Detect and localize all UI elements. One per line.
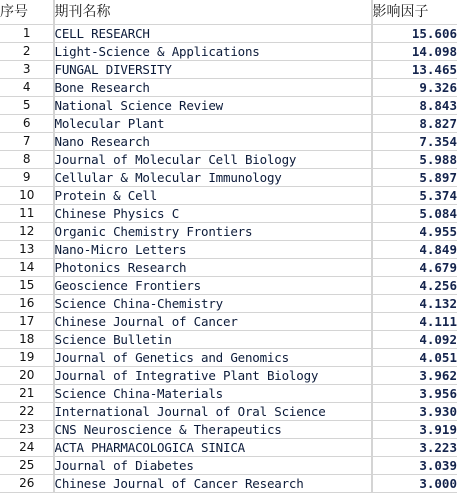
impact-factor-cell[interactable]: 3.930 <box>372 403 457 421</box>
impact-factor-cell[interactable]: 14.098 <box>372 43 457 61</box>
row-number-cell[interactable]: 8 <box>0 151 54 169</box>
row-number-cell[interactable]: 6 <box>0 115 54 133</box>
journal-name-cell[interactable]: Photonics Research <box>54 259 372 277</box>
row-number-cell[interactable]: 15 <box>0 277 54 295</box>
row-number-cell[interactable]: 14 <box>0 259 54 277</box>
row-number-cell[interactable]: 5 <box>0 97 54 115</box>
header-no[interactable]: 序号 <box>0 0 54 25</box>
row-number-cell[interactable]: 16 <box>0 295 54 313</box>
row-number-cell[interactable]: 23 <box>0 421 54 439</box>
row-number-cell[interactable]: 3 <box>0 61 54 79</box>
table-row <box>0 457 457 475</box>
row-number-cell[interactable]: 17 <box>0 313 54 331</box>
impact-factor-cell[interactable]: 4.092 <box>372 331 457 349</box>
impact-factor-cell[interactable]: 4.679 <box>372 259 457 277</box>
row-number-cell[interactable]: 13 <box>0 241 54 259</box>
row-number-cell[interactable]: 12 <box>0 223 54 241</box>
row-number-cell[interactable]: 19 <box>0 349 54 367</box>
journal-name-cell[interactable]: CNS Neuroscience & Therapeutics <box>54 421 372 439</box>
journal-name-cell[interactable]: Journal of Molecular Cell Biology <box>54 151 372 169</box>
row-number-cell[interactable]: 7 <box>0 133 54 151</box>
row-number-cell[interactable]: 1 <box>0 25 54 43</box>
row-number-cell[interactable]: 4 <box>0 79 54 97</box>
table-row <box>0 61 457 79</box>
table-row <box>0 169 457 187</box>
table-body <box>0 25 457 493</box>
journal-name-cell[interactable]: Nano Research <box>54 133 372 151</box>
impact-factor-cell[interactable]: 3.223 <box>372 439 457 457</box>
table-row <box>0 439 457 457</box>
table-row <box>0 241 457 259</box>
table-row <box>0 133 457 151</box>
journal-name-cell[interactable]: Journal of Integrative Plant Biology <box>54 367 372 385</box>
journal-name-cell[interactable]: Chinese Journal of Cancer <box>54 313 372 331</box>
row-number-cell[interactable]: 9 <box>0 169 54 187</box>
impact-factor-cell[interactable]: 13.465 <box>372 61 457 79</box>
impact-factor-cell[interactable]: 7.354 <box>372 133 457 151</box>
impact-factor-cell[interactable]: 15.606 <box>372 25 457 43</box>
impact-factor-cell[interactable]: 4.955 <box>372 223 457 241</box>
table-row <box>0 187 457 205</box>
header-row <box>0 0 457 25</box>
journal-name-cell[interactable]: Protein & Cell <box>54 187 372 205</box>
journal-name-cell[interactable]: Science China-Materials <box>54 385 372 403</box>
impact-factor-cell[interactable]: 4.051 <box>372 349 457 367</box>
journal-name-cell[interactable]: FUNGAL DIVERSITY <box>54 61 372 79</box>
journal-name-cell[interactable]: Molecular Plant <box>54 115 372 133</box>
table-row <box>0 313 457 331</box>
impact-factor-cell[interactable]: 5.374 <box>372 187 457 205</box>
impact-factor-cell[interactable]: 3.000 <box>372 475 457 493</box>
row-number-cell[interactable]: 18 <box>0 331 54 349</box>
table-row <box>0 79 457 97</box>
impact-factor-cell[interactable]: 4.256 <box>372 277 457 295</box>
journal-name-cell[interactable]: Light-Science & Applications <box>54 43 372 61</box>
journal-name-cell[interactable]: Science China-Chemistry <box>54 295 372 313</box>
journal-name-cell[interactable]: National Science Review <box>54 97 372 115</box>
impact-factor-cell[interactable]: 9.326 <box>372 79 457 97</box>
impact-factor-cell[interactable]: 3.956 <box>372 385 457 403</box>
journal-name-cell[interactable]: Nano-Micro Letters <box>54 241 372 259</box>
impact-factor-cell[interactable]: 3.919 <box>372 421 457 439</box>
impact-factor-cell[interactable]: 8.827 <box>372 115 457 133</box>
journal-name-cell[interactable]: CELL RESEARCH <box>54 25 372 43</box>
header-impact-factor[interactable]: 影响因子 <box>372 0 457 25</box>
journal-name-cell[interactable]: Organic Chemistry Frontiers <box>54 223 372 241</box>
row-number-cell[interactable]: 21 <box>0 385 54 403</box>
row-number-cell[interactable]: 24 <box>0 439 54 457</box>
table-row <box>0 25 457 43</box>
table-row <box>0 421 457 439</box>
impact-factor-cell[interactable]: 5.897 <box>372 169 457 187</box>
table-row <box>0 331 457 349</box>
journal-name-cell[interactable]: Geoscience Frontiers <box>54 277 372 295</box>
journal-name-cell[interactable]: ACTA PHARMACOLOGICA SINICA <box>54 439 372 457</box>
journal-name-cell[interactable]: Cellular & Molecular Immunology <box>54 169 372 187</box>
table-row <box>0 223 457 241</box>
table-row <box>0 403 457 421</box>
row-number-cell[interactable]: 11 <box>0 205 54 223</box>
row-number-cell[interactable]: 20 <box>0 367 54 385</box>
journal-name-cell[interactable]: Journal of Genetics and Genomics <box>54 349 372 367</box>
row-number-cell[interactable]: 25 <box>0 457 54 475</box>
table-row <box>0 367 457 385</box>
journal-name-cell[interactable]: Chinese Journal of Cancer Research <box>54 475 372 493</box>
table-row <box>0 295 457 313</box>
journal-name-cell[interactable]: Bone Research <box>54 79 372 97</box>
table-row <box>0 277 457 295</box>
row-number-cell[interactable]: 10 <box>0 187 54 205</box>
journal-name-cell[interactable]: Science Bulletin <box>54 331 372 349</box>
impact-factor-cell[interactable]: 3.962 <box>372 367 457 385</box>
impact-factor-cell[interactable]: 3.039 <box>372 457 457 475</box>
table-row <box>0 205 457 223</box>
header-journal-name[interactable]: 期刊名称 <box>54 0 372 25</box>
impact-factor-cell[interactable]: 4.111 <box>372 313 457 331</box>
row-number-cell[interactable]: 2 <box>0 43 54 61</box>
table-row <box>0 151 457 169</box>
journal-name-cell[interactable]: Journal of Diabetes <box>54 457 372 475</box>
table-row <box>0 259 457 277</box>
table-row <box>0 475 457 493</box>
row-number-cell[interactable]: 26 <box>0 475 54 493</box>
impact-factor-cell[interactable]: 5.084 <box>372 205 457 223</box>
impact-factor-cell[interactable]: 4.132 <box>372 295 457 313</box>
journal-name-cell[interactable]: International Journal of Oral Science <box>54 403 372 421</box>
table-row <box>0 43 457 61</box>
table-row <box>0 349 457 367</box>
table-row <box>0 385 457 403</box>
impact-factor-cell[interactable]: 4.849 <box>372 241 457 259</box>
impact-factor-cell[interactable]: 8.843 <box>372 97 457 115</box>
table-row <box>0 115 457 133</box>
impact-factor-cell[interactable]: 5.988 <box>372 151 457 169</box>
table-row <box>0 97 457 115</box>
journal-name-cell[interactable]: Chinese Physics C <box>54 205 372 223</box>
row-number-cell[interactable]: 22 <box>0 403 54 421</box>
